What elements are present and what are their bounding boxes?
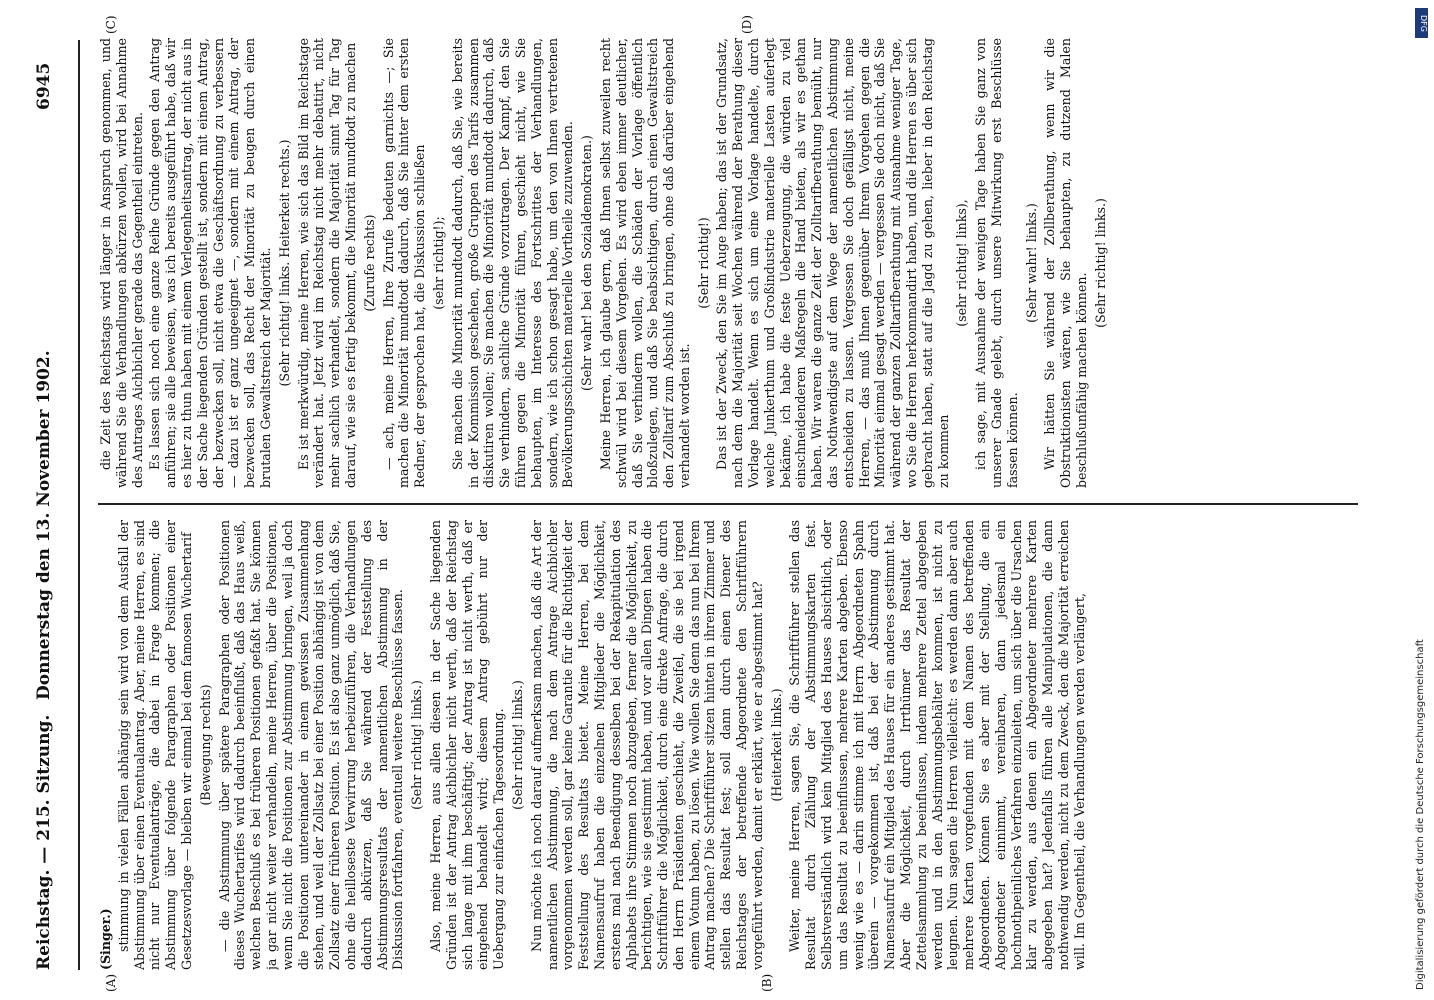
interjection: (Sehr richtig!) <box>695 217 711 309</box>
column-separator <box>98 503 1358 505</box>
paragraph: stimmung in vielen Fällen abhängig sein wird von dem Ausfall der Abstimmung über einen Eventualantrag. Aber, meine Herren, es sind nicht nur Eventualanträge, die dabei in Frage kommen; die Abstimmung über folgende Paragraphen oder Positionen einer Gesetzesvorlage — bleiben wir einmal bei dem famosen Wuchertarif <box>115 520 194 970</box>
paragraph: Es lassen sich noch eine ganze Reihe Gründe gegen den Antrag anführen; sie alle beweisen, was ich bereits ausgeführt habe, daß wir es hier zu thun haben mit einem Verlegenheitsantrag, der nicht aus in der Sache liegenden Gründen gestellt ist, sondern mit einem Antrag, der bezwecken soll, nicht etwa die Geschäftsordnung zu verbessern — dazu ist er ganz ungeeignet —, sondern mit einem Antrag, der bezwecken soll, das Recht der Minorität zu beugen durch einen brutalen Gewaltstreich der Majorität. <box>147 38 273 488</box>
interjection: (Sehr richtig! links.) <box>409 680 425 810</box>
dfg-logo: DFG <box>1415 8 1428 38</box>
paragraph: — die Abstimmung über spätere Paragraphen oder Positionen dieses Wuchertarifes wird dadurch beeinflußt, daß das Haus weiß, welchen Beschluß es bei früheren Positionen gefaßt hat. Sie können ja gar nicht weiter verhandeln, meine Herren, über die Positionen, wenn Sie nicht die Positionen zur Abstimmung bringen, weil ja doch die Positionen untereinander in einem gewissen Zusammenhang stehen, und weil der Zollsatz bei einer Position abhängig ist von dem Zollsatz einer früheren Position. Es ist also ganz unmöglich, daß Sie, ohne die heilloseste Verwirrung herbeizuführen, die Verhandlungen dadurch abkürzen, daß Sie während der Feststellung des Abstimmungsresultats der namentlichen Abstimmung in der Diskussion fortfahren, eventuell weitere Beschlüsse fassen. <box>216 520 406 970</box>
header-date: Donnerstag den 13. November 1902. <box>34 350 54 700</box>
interjection: (Bewegung rechts) <box>197 684 213 806</box>
interjection: (sehr richtig!); <box>430 216 446 310</box>
paragraph: Es ist merkwürdig, meine Herren, wie sich das Bild im Reichstage verändert hat. Jetzt wird im Reichstag nicht mehr debattirt, nicht mehr sachlich verhandelt, sondern die Majorität sinnt Tag für Tag darauf, wie sie es fertig bekommt, die Minorität mundtodt zu machen <box>295 38 358 488</box>
notice-text: Digitalisierung gefördert durch die Deutsche Forschungsgemeinschaft <box>1415 639 1426 990</box>
paragraph: — ach, meine Herren, Ihre Zurufe bedeuten garnichts —; Sie machen die Minorität mundtodt dadurch, daß Sie hinter dem ersten Redner, der gesprochen hat, die Diskussion schließen <box>380 38 428 488</box>
paragraph: Weiter, meine Herren, sagen Sie, die Schriftführer stellen das Resultat durch Zählung der Abstimmungskarten fest. Selbstverständlich wird kein Mitglied des Hauses absichtlich, oder um das Resultat zu beeinflussen, mehrere Karten abgeben. Ebenso wenig wie es — darin stimme ich mit Herrn Abgeordneten Spahn überein — vorgekommen ist, daß bei der Abstimmung durch Namensaufruf ein Mitglied des Hauses für ein anderes gestimmt hat. Aber die Möglichkeit, durch Irrthümer das Resultat der Zettelsammlung zu beeinflussen, indem mehrere Zettel abgegeben werden und in den Abstimmungsbehälter kommen, ist nicht zu leugnen. Nun sagen die Herren vielleicht: es werden dann aber auch mehrere Karten vorgefunden mit dem Namen des betreffenden Abgeordneten. Können Sie es aber mit der Stellung, die ein Abgeordneter einnimmt, vereinbaren, dann jedesmal ein hochnothpeinliches Verfahren einzuleiten, um sich über die Ursachen klar zu werden, aus denen ein Abgeordneter mehrere Karten abgegeben hat? Jedenfalls führen alle Manipulationen, die dann nothwendig werden, nicht zu dem Zweck, den die Majorität erreichen will. Im Gegentheil, die Verhandlungen werden verlängert, <box>787 520 1087 970</box>
speaker-name: (Singer.) <box>98 908 113 970</box>
interjection: (Sehr richtig! links. Heiterkeit rechts.) <box>276 139 292 387</box>
interjection: (Sehr wahr! bei den Sozialdemokraten.) <box>579 135 595 391</box>
paragraph: Nun möchte ich noch darauf aufmerksam machen, daß die Art der namentlichen Abstimmung, die nach dem Antrage Aichbichler vorgenommen werden soll, gar keine Garantie für die Richtigkeit der Feststellung des Resultats bietet. Meine Herren, bei dem Namensaufruf haben die einzelnen Mitglieder die Möglichkeit, erstens mal nach Beendigung desselben bei der Rekapitulation des Alphabets ihre Stimmen noch abzugeben, ferner die Möglichkeit, zu berichtigen, wie sie gestimmt haben, und vor allen Dingen haben die Schriftführer die Möglichkeit, durch eine direkte Anfrage, die durch den Herrn Präsidenten geschieht, die Zweifel, die sie bei irgend einem Votum haben, zu lösen. Wie wollen Sie denn das nun bei Ihrem Antrag machen? Die Schriftführer sitzen hinten in ihrem Zimmer und stellen das Resultat fest; soll dann durch einen Diener des Reichstages der betreffende Abgeordnete den Schriftführern vorgeführt werden, damit er erklärt, wie er abgestimmt hat? <box>528 520 765 970</box>
interjection: (Sehr richtig! links.) <box>1092 198 1108 328</box>
right-text-column <box>98 38 1368 488</box>
interjection: (Sehr wahr! links.) <box>1023 203 1039 323</box>
interjection: (Heiterkeit links.) <box>768 688 784 802</box>
margin-marker-a: (A) <box>104 973 118 992</box>
paragraph: Das ist der Zweck, den Sie im Auge haben; das ist der Grundsatz, nach dem die Majorität seit Wochen während der Berathung dieser Vorlage handelt. Wenn es sich um eine Vorlage handelte, durch welche Junkerthum und Großindustrie materielle Lasten auferlegt bekäme, ich habe die feste Ueberzeugung, die würden zu viel einschneidenderen Maßregeln die Hand bieten, als wir es gethan haben. Wir waren die ganze Zeit der Zolltarifberathung bemüht, nur das Nothwendigste auf dem Wege der namentlichen Abstimmung entscheiden zu lassen. Vergessen Sie doch gefälligst nicht, meine Herren, — das muß Ihnen gegenüber Ihrem Vorgehen gegen die Minorität einmal gesagt werden — vergessen Sie doch nicht, daß Sie während der ganzen Zolltarifberathung mit Ausnahme weniger Tage, wo Sie die Herren herkommandirt haben, und die Herren es über sich gebracht haben, statt auf die Jagd zu gehen, lieber in den Reichstag zu kommen <box>714 38 951 488</box>
paragraph: Meine Herren, ich glaube gern, daß Ihnen selbst zuweilen recht schwül wird bei diesem Vorgehen. Es wird eben immer deutlicher, daß Sie verhindern wollen, die Schäden der Vorlage öffentlich bloßzulegen, und daß Sie beabsichtigen, durch einen Gewaltstreich den Zolltarif zum Abschluß zu bringen, ohne daß darüber eingehend verhandelt worden ist. <box>597 38 692 488</box>
margin-marker-c: (C) <box>104 15 118 34</box>
interjection: (sehr richtig! links), <box>954 199 970 327</box>
header-session: Reichstag. — 215. Sitzung. <box>34 714 54 970</box>
digitisation-notice <box>1412 0 1434 1000</box>
page-number: 6945 <box>34 62 54 110</box>
interjection: (Zurufe rechts) <box>361 214 377 312</box>
header-rule <box>78 40 80 970</box>
left-text-column <box>98 520 1368 970</box>
paragraph: Wir hätten Sie während der Zollberathung, wenn wir die Obstruktionisten wären, wie Sie behaupten, zu dutzend Malen beschlußunfähig machen können. <box>1042 38 1090 488</box>
paragraph: Also, meine Herren, aus allen diesen in der Sache liegenden Gründen ist der Antrag Aichbichler nicht werth, daß der Reichstag sich lange mit ihm beschäftigt; der Antrag ist nicht werth, daß er eingehend behandelt wird; diesem Antrag gebührt nur der Uebergang zur einfachen Tagesordnung. <box>427 520 507 970</box>
margin-marker-b: (B) <box>760 973 774 992</box>
margin-marker-d: (D) <box>740 15 754 34</box>
paragraph: die Zeit des Reichstags wird länger in Anspruch genommen, und während Sie die Verhandlungen abkürzen wollen, wird bei Annahme des Antrages Aichbichler gerade das Gegentheil eintreten. <box>98 38 145 488</box>
interjection: (Sehr richtig! links.) <box>509 680 525 810</box>
paragraph: ich sage, mit Ausnahme der wenigen Tage haben Sie ganz von unserer Gnade gelebt, durch unsere Mitwirkung erst Beschlüsse fassen können. <box>973 38 1020 488</box>
paragraph: Sie machen die Minorität mundtodt dadurch, daß Sie, wie bereits in der Kommission geschehen, große Gruppen des Tarifs zusammen diskutiren wollen; Sie machen die Minorität mundtodt dadurch, daß Sie verhindern, sachliche Gründe vorzutragen. Der Kampf, den Sie führen gegen die Minorität führen, geschieht nicht, wie Sie behaupten, im Interesse des Fortschrittes der Verhandlungen, sondern, wie ich schon gesagt habe, um den von Ihnen vertretenen Bevölkerungsschichten materielle Vortheile zuzuwenden. <box>449 38 576 488</box>
